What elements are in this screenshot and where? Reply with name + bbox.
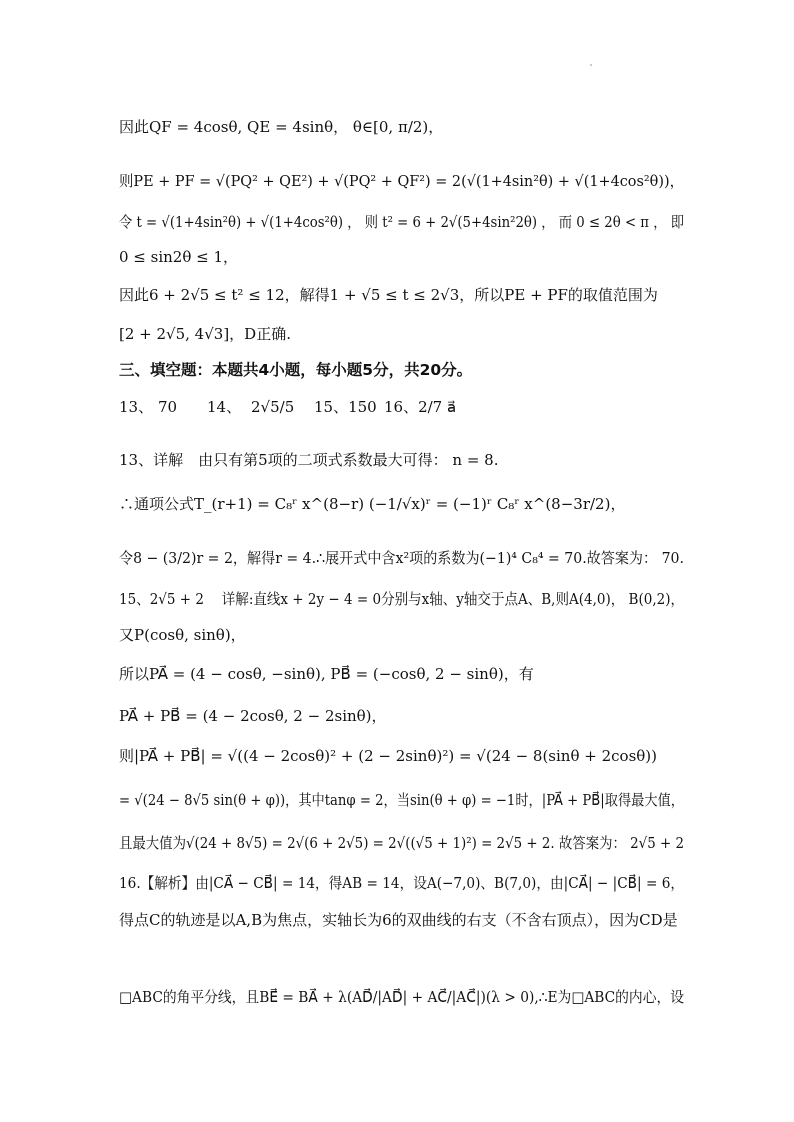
answer-value: 16、2/7 a⃗ [384, 398, 457, 416]
line-text: □ABC的角平分线，且BE⃗ = BA⃗ + λ(AD⃗/|AD⃗| + AC⃗/|AC⃗|)(λ > 0),∴E为□ABC的内心，设 [119, 988, 684, 1006]
line-text: 所以PA⃗ = (4 − cosθ, −sinθ), PB⃗ = (−cosθ, 2 − sinθ)，有 [119, 665, 534, 683]
line-text: = √(24 − 8√5 sin(θ + φ))，其中tanφ = 2，当sin(θ + φ) = −1时，|PA⃗ + PB⃗|取得最大值， [119, 791, 684, 809]
answer-value: 70 [158, 398, 178, 416]
line-text: 16.【解析】由|CA⃗ − CB⃗| = 14，得AB = 14，设A(−7,0)、B(7,0)，由|CA⃗| − |CB⃗| = 6， [119, 874, 684, 892]
scan-mark [590, 64, 592, 66]
line-text: 因此6 + 2√5 ≤ t² ≤ 12，解得1 + √5 ≤ t ≤ 2√3，所以PE + PF的取值范围为 [119, 286, 658, 304]
section-heading-text: 三、填空题：本题共4小题，每小题5分，共20分。 [119, 361, 473, 379]
line-text: 令8 − (3/2)r = 2，解得r = 4.∴展开式中含x²项的系数为(−1)⁴ C₈⁴ = 70.故答案为： 70. [119, 549, 684, 567]
line-text: PA⃗ + PB⃗ = (4 − 2cosθ, 2 − 2sinθ)， [119, 707, 387, 725]
line-text: 13、详解 由只有第5项的二项式系数最大可得： n = 8. [119, 451, 499, 469]
answer-label: 13、 [119, 398, 154, 416]
line-text: 得点C的轨迹是以A,B为焦点，实轴长为6的双曲线的右支（不含右顶点），因为CD是 [119, 911, 678, 929]
line-text: 因此QF = 4cosθ, QE = 4sinθ， θ∈[0, π/2)， [119, 118, 444, 136]
answer-label: 14、 [207, 398, 242, 416]
line-text: 则PE + PF = √(PQ² + QE²) + √(PQ² + QF²) = 2(√(1+4sin²θ) + √(1+4cos²θ))， [119, 172, 684, 190]
line-text: 0 ≤ sin2θ ≤ 1， [119, 248, 239, 266]
line-text: 又P(cosθ, sinθ)， [119, 626, 246, 644]
line-text: ∴通项公式T_(r+1) = C₈ʳ x^(8−r) (−1/√x)ʳ = (−1)ʳ C₈ʳ x^(8−3r/2)， [119, 495, 626, 513]
line-text: 令 t = √(1+4sin²θ) + √(1+4cos²θ) ， 则 t² = 6 + 2√(5+4sin²2θ) ， 而 0 ≤ 2θ < π ， 即 [119, 213, 684, 231]
line-text: 15、2√5 + 2 详解:直线x + 2y − 4 = 0分别与x轴、y轴交于点A、B,则A(4,0)， B(0,2)， [119, 590, 684, 608]
answer-value: 15、150 [314, 398, 377, 416]
line-text: 且最大值为√(24 + 8√5) = 2√(6 + 2√5) = 2√((√5 + 1)²) = 2√5 + 2. 故答案为： 2√5 + 2 [119, 834, 684, 852]
line-text: 则|PA⃗ + PB⃗| = √((4 − 2cosθ)² + (2 − 2sinθ)²) = √(24 − 8(sinθ + 2cosθ)) [119, 747, 658, 765]
line-text: [2 + 2√5, 4√3]，D正确. [119, 325, 291, 343]
answer-value: 2√5/5 [251, 398, 295, 416]
